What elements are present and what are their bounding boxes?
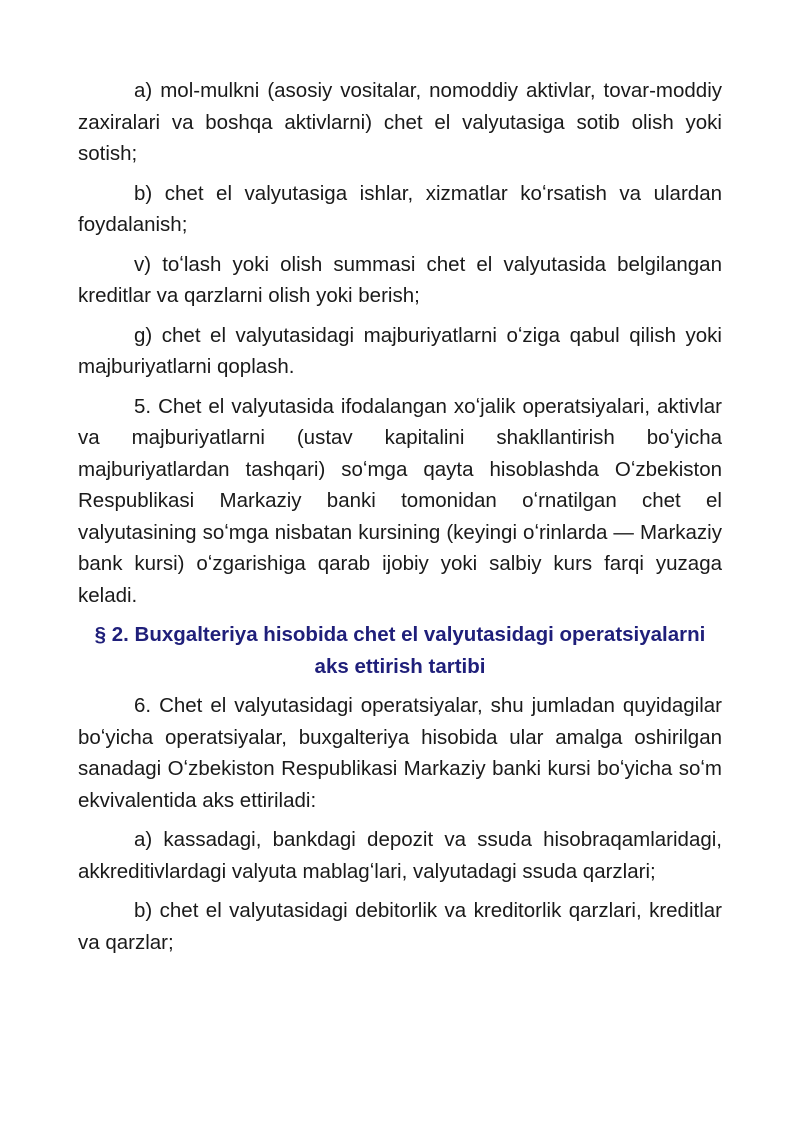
paragraph-item-a: a) mol-mulkni (asosiy vositalar, nomoddiy aktivlar, tovar-moddiy zaxiralari va boshqa aktivlarni) chet el valyutasiga sotib olish yoki sotish; (78, 79, 722, 165)
paragraph-item-g: g) chet el valyutasidagi majburiyatlarni oʻziga qabul qilish yoki majburiyatlarni qoplash. (78, 323, 722, 378)
paragraph-item-b: b) chet el valyutasiga ishlar, xizmatlar koʻrsatish va ulardan foydalanish; (78, 181, 722, 236)
paragraph-clause-6: 6. Chet el valyutasidagi operatsiyalar, shu jumladan quyidagilar boʻyicha operatsiyalar, buxgalteriya hisobida ular amalga oshirilgan sanadagi Oʻzbekiston Respublikasi Markaziy banki kursi boʻyicha soʻm ekvivalentida aks ettiriladi: (78, 694, 722, 812)
paragraph-item-b-2: b) chet el valyutasidagi debitorlik va kreditorlik qarzlari, kreditlar va qarzlar; (78, 899, 722, 954)
paragraph-item-v: v) toʻlash yoki olish summasi chet el valyutasida belgilangan kreditlar va qarzlarni olish yoki berish; (78, 252, 722, 307)
section-heading: § 2. Buxgalteriya hisobida chet el valyutasidagi operatsiyalarni aks ettirish tartibi (94, 623, 706, 678)
paragraph-item-a-2: a) kassadagi, bankdagi depozit va ssuda hisobraqamlaridagi, akkreditivlardagi valyuta mablagʻlari, valyutadagi ssuda qarzlari; (78, 828, 722, 883)
document-page (78, 75, 722, 966)
paragraph-clause-5: 5. Chet el valyutasida ifodalangan xoʻjalik operatsiyalari, aktivlar va majburiyatlarni (ustav kapitalini shakllantirish boʻyicha majburiyatlardan tashqari) soʻmga qayta hisoblashda Oʻzbekiston Respublikasi Markaziy banki tomonidan oʻrnatilgan chet el valyutasining soʻmga nisbatan kursining (keyingi oʻrinlarda — Markaziy bank kursi) oʻzgarishiga qarab ijobiy yoki salbiy kurs farqi yuzaga keladi. (78, 394, 722, 607)
